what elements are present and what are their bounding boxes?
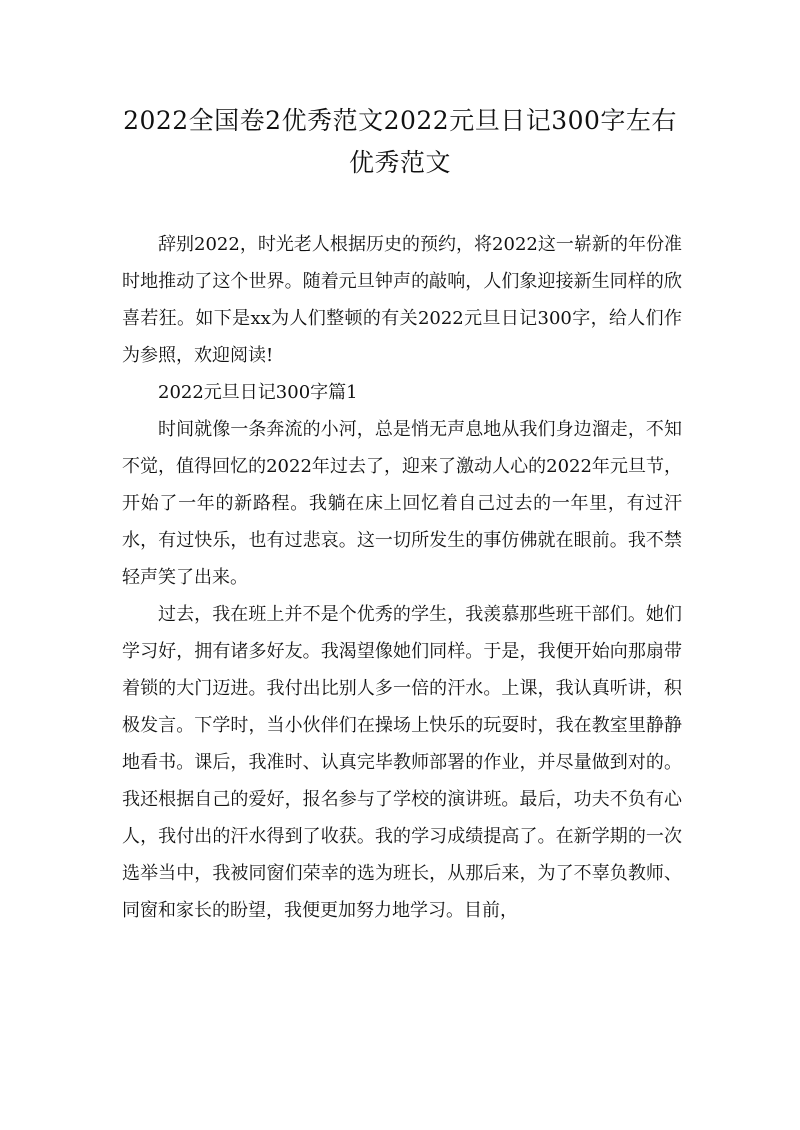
body-paragraph-1: 时间就像一条奔流的小河，总是悄无声息地从我们身边溜走，不知不觉，值得回忆的2022年过去了，迎来了激动人心的2022年元旦节，开始了一年的新路程。我躺在床上回忆着自己过去的一年里，有过汗水，有过快乐，也有过悲哀。这一切所发生的事仿佛就在眼前。我不禁轻声笑了出来。: [122, 419, 682, 588]
section-heading: 2022元旦日记300字篇1: [158, 382, 358, 403]
document-title: 2022全国卷2优秀范文2022元旦日记300字左右优秀范文: [123, 106, 677, 177]
intro-paragraph: 辞别2022，时光老人根据历史的预约，将2022这一崭新的年份准时地推动了这个世界。随着元旦钟声的敲响，人们象迎接新生同样的欣喜若狂。如下是xx为人们整顿的有关2022元旦日记300字，给人们作为参照，欢迎阅读!: [122, 234, 682, 366]
body-paragraph-2: 过去，我在班上并不是个优秀的学生，我羡慕那些班干部们。她们学习好，拥有诸多好友。我渴望像她们同样。于是，我便开始向那扇带着锁的大门迈进。我付出比别人多一倍的汗水。上课，我认真听讲，积极发言。下学时，当小伙伴们在操场上快乐的玩耍时，我在教室里静静地看书。课后，我准时、认真完毕教师部署的作业，并尽量做到对的。我还根据自己的爱好，报名参与了学校的演讲班。最后，功夫不负有心人，我付出的汗水得到了收获。我的学习成绩提高了。在新学期的一次选举当中，我被同窗们荣幸的选为班长，从那后来，为了不辜负教师、同窗和家长的盼望，我便更加努力地学习。目前，: [122, 604, 682, 921]
document-body: [122, 226, 682, 929]
